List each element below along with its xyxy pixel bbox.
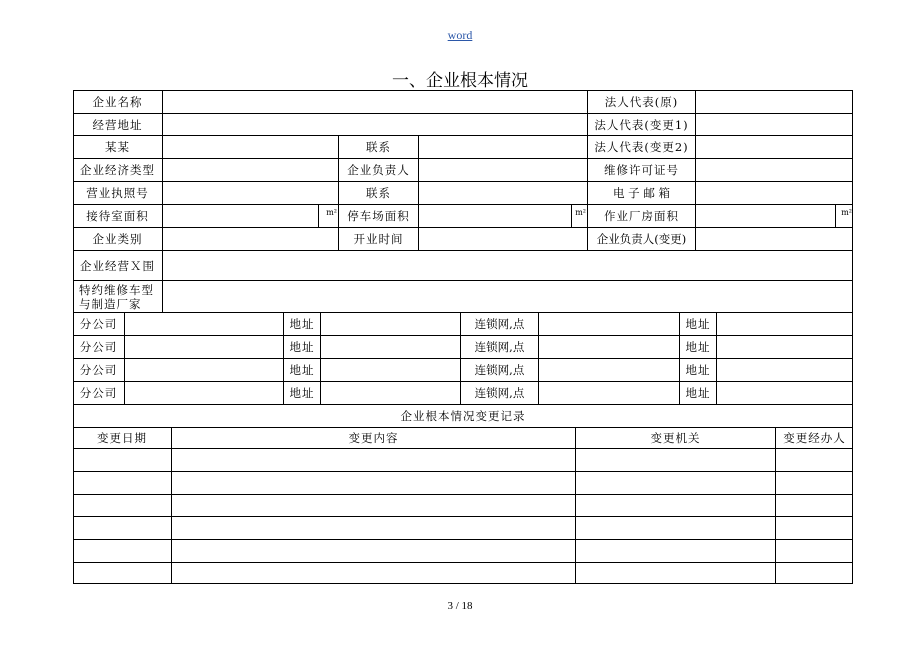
change-authority-cell[interactable] [576, 540, 776, 562]
change-handler-cell[interactable] [776, 449, 853, 471]
change-content-cell[interactable] [172, 563, 576, 583]
chain-field[interactable] [539, 313, 680, 335]
biz-license-field[interactable] [163, 182, 339, 204]
change-date-cell[interactable] [73, 495, 172, 516]
col-change-date: 变更日期 [73, 428, 172, 448]
change-date-cell[interactable] [73, 563, 172, 583]
repair-license-field[interactable] [696, 159, 853, 181]
branch-address-field[interactable] [321, 313, 461, 335]
branch-field[interactable] [125, 359, 284, 381]
someone-field[interactable] [163, 136, 339, 158]
address-label: 经营地址 [73, 114, 163, 135]
unit-m2: m² [319, 205, 339, 227]
econ-type-field[interactable] [163, 159, 339, 181]
email-label: 电 子 邮 箱 [588, 182, 696, 204]
branch-address-field[interactable] [321, 359, 461, 381]
address-field[interactable] [163, 114, 588, 135]
responsible-label: 企业负责人 [339, 159, 419, 181]
page-title: 一、企业根本情况 [392, 71, 528, 91]
page-number: 3 / 18 [447, 600, 473, 612]
change-authority-cell[interactable] [576, 563, 776, 583]
chain-address-label: 地址 [680, 336, 717, 358]
branch-field[interactable] [125, 313, 284, 335]
chain-address-field[interactable] [717, 336, 853, 358]
chain-address-field[interactable] [717, 313, 853, 335]
branch-label: 分公司 [73, 382, 125, 404]
change-authority-cell[interactable] [576, 495, 776, 516]
change-handler-cell[interactable] [776, 540, 853, 562]
chain-address-field[interactable] [717, 382, 853, 404]
company-name-label: 企业名称 [73, 90, 163, 113]
branch-address-field[interactable] [321, 336, 461, 358]
branch-label: 分公司 [73, 313, 125, 335]
table-row [73, 204, 853, 227]
scope-field[interactable] [163, 251, 853, 280]
contact-label: 联系 [339, 136, 419, 158]
workshop-area-field[interactable] [696, 205, 836, 227]
table-row [73, 250, 853, 280]
contact2-field[interactable] [419, 182, 588, 204]
email-field[interactable] [696, 182, 853, 204]
branch-address-field[interactable] [321, 382, 461, 404]
change-handler-cell[interactable] [776, 517, 853, 539]
open-time-field[interactable] [419, 228, 588, 250]
col-change-handler: 变更经办人 [783, 431, 846, 445]
branch-address-label: 地址 [284, 336, 321, 358]
change-content-cell[interactable] [172, 517, 576, 539]
scope-label: 企业经营Ｘ围 [73, 251, 163, 280]
change-handler-cell[interactable] [776, 495, 853, 516]
econ-type-label: 企业经济类型 [73, 159, 163, 181]
change-date-cell[interactable] [73, 517, 172, 539]
reception-area-field[interactable] [163, 205, 319, 227]
table-row [73, 562, 853, 583]
change-content-cell[interactable] [172, 540, 576, 562]
change-date-cell[interactable] [73, 472, 172, 494]
change-log-title-row [73, 404, 853, 427]
change-content-cell[interactable] [172, 472, 576, 494]
table-row [73, 181, 853, 204]
branch-address-label: 地址 [284, 382, 321, 404]
someone-label: 某某 [73, 136, 163, 158]
contact2-label: 联系 [339, 182, 419, 204]
legal-rep-change2-field[interactable] [696, 136, 853, 158]
table-row [73, 381, 853, 404]
chain-field[interactable] [539, 382, 680, 404]
table-row [73, 90, 853, 113]
table-row [73, 135, 853, 158]
responsible-change-field[interactable] [696, 228, 853, 250]
table-row [73, 227, 853, 250]
reception-area-label: 接待室面积 [73, 205, 163, 227]
table-row [73, 312, 853, 335]
branch-field[interactable] [125, 336, 284, 358]
parking-area-field[interactable] [419, 205, 572, 227]
chain-label: 连锁网,点 [461, 313, 539, 335]
change-authority-cell[interactable] [576, 517, 776, 539]
legal-rep-orig-field[interactable] [696, 90, 853, 113]
special-repair-field[interactable] [163, 281, 853, 312]
category-label: 企业类别 [73, 228, 163, 250]
change-content-cell[interactable] [172, 495, 576, 516]
change-date-cell[interactable] [73, 540, 172, 562]
table-row [73, 448, 853, 471]
chain-field[interactable] [539, 359, 680, 381]
special-repair-label: 特约维修车型与制造厂家 [73, 281, 163, 312]
table-row [73, 113, 853, 135]
table-row [73, 335, 853, 358]
chain-label: 连锁网,点 [461, 359, 539, 381]
company-name-field[interactable] [163, 90, 588, 113]
table-row [73, 158, 853, 181]
chain-address-label: 地址 [680, 382, 717, 404]
biz-license-label: 营业执照号 [73, 182, 163, 204]
branch-label: 分公司 [73, 359, 125, 381]
parking-area-label: 停车场面积 [339, 205, 419, 227]
change-log-header [73, 427, 853, 448]
change-content-cell[interactable] [172, 449, 576, 471]
table-row [73, 494, 853, 516]
chain-address-field[interactable] [717, 359, 853, 381]
change-authority-cell[interactable] [576, 449, 776, 471]
change-authority-cell[interactable] [576, 472, 776, 494]
table-row [73, 539, 853, 562]
chain-label: 连锁网,点 [461, 336, 539, 358]
unit-m2: m² [841, 208, 852, 217]
branch-label: 分公司 [73, 336, 125, 358]
chain-address-label: 地址 [680, 359, 717, 381]
workshop-area-label: 作业厂房面积 [588, 205, 696, 227]
branch-address-label: 地址 [284, 313, 321, 335]
branch-field[interactable] [125, 382, 284, 404]
table-row [73, 471, 853, 494]
legal-rep-orig-label: 法人代表(原) [588, 90, 696, 113]
legal-rep-change1-field[interactable] [696, 114, 853, 135]
legal-rep-change2-label: 法人代表(变更2) [588, 136, 696, 158]
change-log-title: 企业根本情况变更记录 [400, 409, 526, 423]
table-row [73, 280, 853, 312]
col-change-content: 变更内容 [172, 428, 576, 448]
table-row [73, 358, 853, 381]
category-field[interactable] [163, 228, 339, 250]
contact-field[interactable] [419, 136, 588, 158]
responsible-field[interactable] [419, 159, 588, 181]
chain-address-label: 地址 [680, 313, 717, 335]
chain-field[interactable] [539, 336, 680, 358]
change-handler-cell[interactable] [776, 563, 853, 583]
responsible-change-label: 企业负责人(变更) [588, 228, 696, 250]
chain-label: 连锁网,点 [461, 382, 539, 404]
col-change-authority: 变更机关 [576, 428, 776, 448]
change-date-cell[interactable] [73, 449, 172, 471]
repair-license-label: 维修许可证号 [588, 159, 696, 181]
open-time-label: 开业时间 [339, 228, 419, 250]
branch-address-label: 地址 [284, 359, 321, 381]
unit-m2: m² [572, 205, 588, 227]
legal-rep-change1-label: 法人代表(变更1) [588, 114, 696, 135]
change-handler-cell[interactable] [776, 472, 853, 494]
header-link[interactable]: word [447, 28, 473, 42]
table-row [73, 516, 853, 539]
